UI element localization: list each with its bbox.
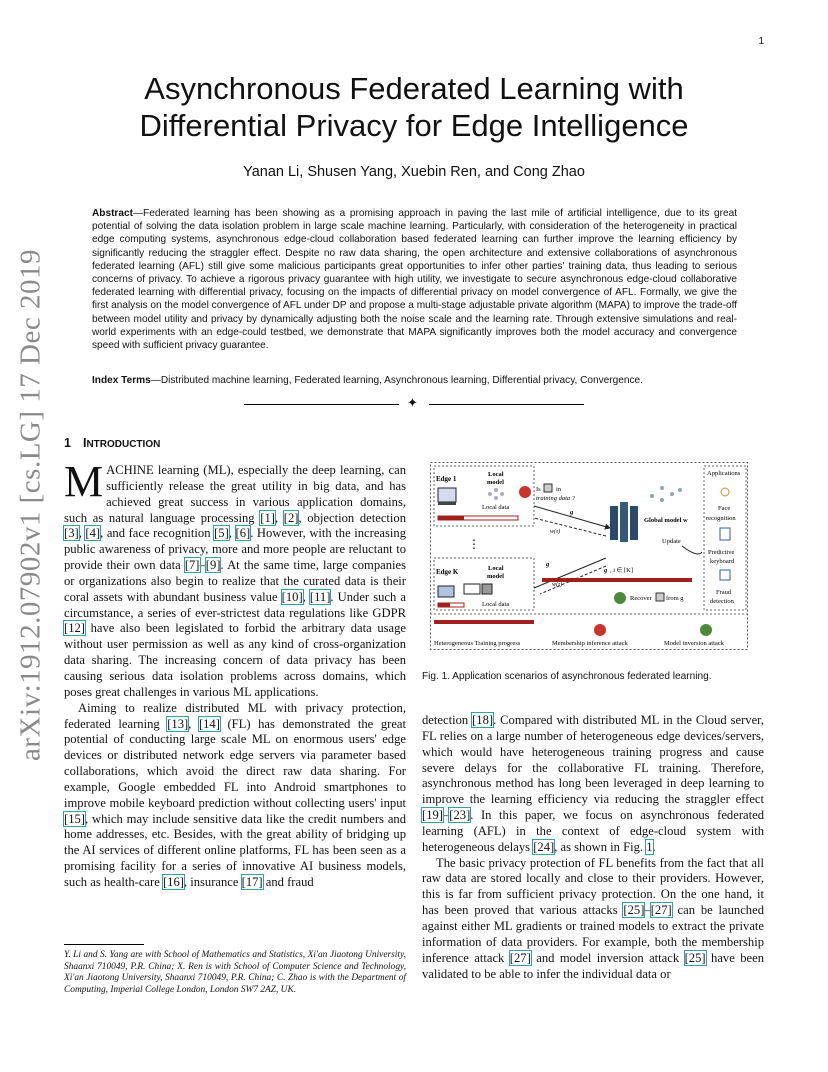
citation-link[interactable]: [6]: [235, 526, 251, 541]
vertical-ellipsis: ⋮: [468, 537, 480, 551]
citation-link[interactable]: [11]: [309, 589, 331, 604]
paragraph: The basic privacy protection of FL benefits from the fact that all raw data are stored locally and close to their providers. However, this is far from sufficient privacy protection. On the one hand, it has been proved that various attacks [25]–[27] can be launched against either ML gradients or trained models to extract the private information of data providers. For example, both the membership inference attack [27] and model inversion attack [25] have been validated to be able to infer the individual data or: [422, 855, 765, 981]
section-heading: [64, 436, 160, 450]
citation-link[interactable]: [10]: [281, 589, 303, 604]
figure-caption: Fig. 1. Application scenarios of asynchronous federated learning.: [422, 671, 712, 682]
citation-link[interactable]: [19]: [422, 808, 443, 823]
svg-text:detection: detection: [710, 598, 734, 605]
index-terms: [92, 375, 737, 386]
abstract-text: —Federated learning has been showing as a promising approach in paving the last mile of artificial intelligence, due to its great potential of solving the data isolation problem in large scale machine learning. Particularly, with consideration of the heterogeneity in practical edge computing systems, asynchronous edge-cloud collaboration based federated learning can further improve the learning efficiency by significantly reducing the straggler effect. Despite no raw data sharing, the open architecture and extensive collaborations of asynchronous federated learning (AFL) still give some malicious participants great opportunities to infer other parties' training data, thus leading to serious concerns of privacy. To achieve a rigorous privacy guarantee with high utility, we investigate to secure asynchronous edge-cloud collaborative federated learning with differential privacy, focusing on the impacts of differential privacy on model convergence of AFL. Formally, we give the first analysis on the model convergence of AFL under DP and propose a multi-stage adjustable private algorithm (MAPA) to improve the trade-off between model utility and privacy by dynamically adjusting both the noise scale and the learning rate. Through extensive simulations and real-world experiments with an edge-could testbed, we demonstrate that MAPA significantly improves both the model accuracy and convergence speed with sufficient privacy guarantee.: [92, 208, 737, 352]
abstract-label: Abstract: [92, 208, 133, 219]
svg-text:g: g: [546, 561, 550, 568]
neural-net-icon: [488, 488, 504, 500]
edge-1-label: Edge 1: [436, 475, 457, 483]
divider-star-icon: ✦: [407, 396, 418, 411]
section-number: 1: [64, 436, 71, 450]
citation-link[interactable]: [18]: [472, 713, 494, 727]
citation-link[interactable]: [27]: [509, 950, 531, 965]
abstract: [92, 207, 737, 352]
section-divider: [244, 396, 584, 411]
citation-link[interactable]: [24]: [533, 839, 555, 854]
index-terms-text: —Distributed machine learning, Federated learning, Asynchronous learning, Differential privacy, Convergence.: [150, 375, 643, 386]
legend-heterogeneous: Heterogeneous Training progress: [434, 640, 521, 647]
edge-k-label: Edge K: [436, 568, 459, 576]
arxiv-stamp-text: arXiv:1912.07902v1 [cs.LG] 17 Dec 2019: [14, 249, 47, 761]
figure-link[interactable]: 1: [646, 839, 653, 854]
citation-link[interactable]: [4]: [85, 526, 101, 541]
paragraph: detection [18]. Compared with distributed ML in the Cloud server, FL relies on a large number of heterogeneous edge devices/servers, which would have heterogeneous training progress and cause severe delays for the collaborative FL training. Therefore, asynchronous method has long been leveraged in deep learning to improve the learning efficiency via reducing the straggler effect [19]–[23]. In this paper, we focus on asynchronous federated learning (AFL) in the context of edge-cloud system with heterogeneous delays [24], as shown in Fig. 1.: [422, 713, 765, 854]
svg-text:Applications: Applications: [707, 470, 741, 477]
footnote-rule: [64, 944, 144, 945]
citation-link[interactable]: [5]: [214, 526, 229, 541]
svg-text:w(τ): w(τ): [552, 582, 563, 588]
svg-text:g: g: [570, 509, 574, 516]
svg-text:Update: Update: [662, 538, 681, 545]
citation-link[interactable]: [2]: [283, 510, 299, 525]
citation-link[interactable]: [7]: [184, 558, 200, 573]
figure-1-diagram: [430, 462, 748, 650]
face-recognition-icon: [721, 488, 729, 496]
legend-membership: Membership inference attack: [552, 640, 628, 647]
svg-text:Predictive: Predictive: [708, 549, 735, 556]
citation-link[interactable]: [9]: [205, 558, 221, 573]
section-title-initial: I: [82, 436, 87, 450]
legend-inversion: Model inversion attack: [664, 640, 724, 647]
svg-text:g: g: [604, 567, 608, 574]
svg-text:recognition: recognition: [706, 515, 736, 522]
index-terms-label: Index Terms: [92, 375, 151, 386]
citation-link[interactable]: [16]: [162, 874, 184, 889]
svg-text:w(τ): w(τ): [550, 529, 561, 535]
svg-text:Local: Local: [488, 471, 504, 478]
authors: Yanan Li, Shusen Yang, Xuebin Ren, and Cong Zhao: [243, 164, 585, 180]
svg-text:keyboard: keyboard: [710, 558, 735, 565]
citation-link[interactable]: [15]: [64, 811, 85, 826]
left-column: [64, 457, 407, 891]
citation-link[interactable]: [1]: [260, 510, 275, 525]
fraud-detection-icon: [720, 570, 730, 580]
svg-text:Local data: Local data: [482, 504, 510, 511]
svg-text:model: model: [487, 479, 504, 486]
svg-text:Fraud: Fraud: [716, 589, 732, 596]
right-column: [422, 713, 764, 982]
svg-text:Face: Face: [718, 505, 731, 512]
paragraph: Aiming to realize distributed ML with privacy protection, federated learning [13], [14] (FL) has demonstrated the great potential of conducting large scale ML on enormous users' edge devices or distributed network edge servers via parameter based collaborations, which avoid the direct raw data sharing. For example, Google embedded FL into Android smartphones to improve mobile keyboard prediction without collecting users' input [15], which may include sensitive data like the credit numbers and home addresses, etc. Besides, with the great ability of bridging up the AI services of different online platforms, FL has been seen as a promising facility for a series of innovative AI business models, such as health-care [16], insurance [17] and fraud: [64, 700, 407, 889]
svg-text:in: in: [556, 486, 562, 493]
green-attacker-icon: [614, 592, 626, 604]
section-title-rest: NTRODUCTION: [86, 439, 161, 450]
svg-text:Global model w: Global model w: [644, 517, 688, 524]
svg-text:model: model: [487, 573, 504, 580]
citation-link[interactable]: [3]: [64, 526, 79, 541]
citation-link[interactable]: [25]: [623, 903, 645, 918]
citation-link[interactable]: [27]: [650, 903, 672, 918]
arxiv-stamp: [14, 249, 47, 761]
svg-text:Local data: Local data: [482, 601, 510, 608]
global-network-icon: [650, 486, 682, 502]
svg-text:Recover: Recover: [630, 595, 652, 602]
svg-text:Local: Local: [488, 565, 504, 572]
keyboard-icon: [720, 528, 730, 540]
citation-link[interactable]: [25]: [684, 950, 706, 965]
cloud-server-icon: [610, 502, 638, 542]
title-line-2: Differential Privacy for Edge Intelligence: [139, 108, 689, 143]
citation-link[interactable]: [14]: [198, 716, 220, 731]
page-number: 1: [758, 36, 764, 47]
footnote: Y. Li and S. Yang are with School of Mathematics and Statistics, Xi'an Jiaotong University, Shaanxi 710049, P.R. China; X. Ren is with School of Computer Science and Technology, Xi'an Jiaotong University, Shaanxi 710049, P.R. China; C. Zhao is with the Department of Computing, Imperial College London, London SW7 2AZ, UK.: [64, 950, 406, 995]
svg-text:, i ∈ [K]: , i ∈ [K]: [610, 567, 633, 574]
citation-link[interactable]: [17]: [241, 874, 263, 889]
svg-text:Is: Is: [536, 486, 541, 493]
citation-link[interactable]: [23]: [449, 808, 471, 823]
citation-link[interactable]: [13]: [167, 716, 189, 731]
paragraph: MACHINE learning (ML), especially the deep learning, can sufficiently release the great utility in big data, and has achieved great success in various application domains, such as natural language processing [1], [2], objection detection [3], [4], and face recognition [5], [6]. However, with the increasing public awareness of privacy, more and more people are reluctant to provide their own data [7]–[9]. At the same time, large companies or organizations also begin to realize that the curated data is their coral assets with abundant business value [10], [11]. Under such a circumstance, a series of ever-strictest data regulations like GDPR [12] have also been legislated to forbid the arbitrary data usage without user permission as well as any kind of cross-organization data sharing. The increasing concern of data privacy has been causing serious data isolation problems across domains, which poses great challenges in various ML applications.: [64, 457, 407, 699]
svg-text:training data ?: training data ?: [536, 495, 576, 502]
title-line-1: Asynchronous Federated Learning with: [144, 71, 684, 106]
drop-cap: M: [64, 457, 104, 506]
devil-attacker-icon: [519, 486, 531, 498]
paper-title: [80, 70, 748, 144]
svg-text:from g: from g: [666, 595, 684, 602]
citation-link[interactable]: [12]: [64, 621, 85, 636]
